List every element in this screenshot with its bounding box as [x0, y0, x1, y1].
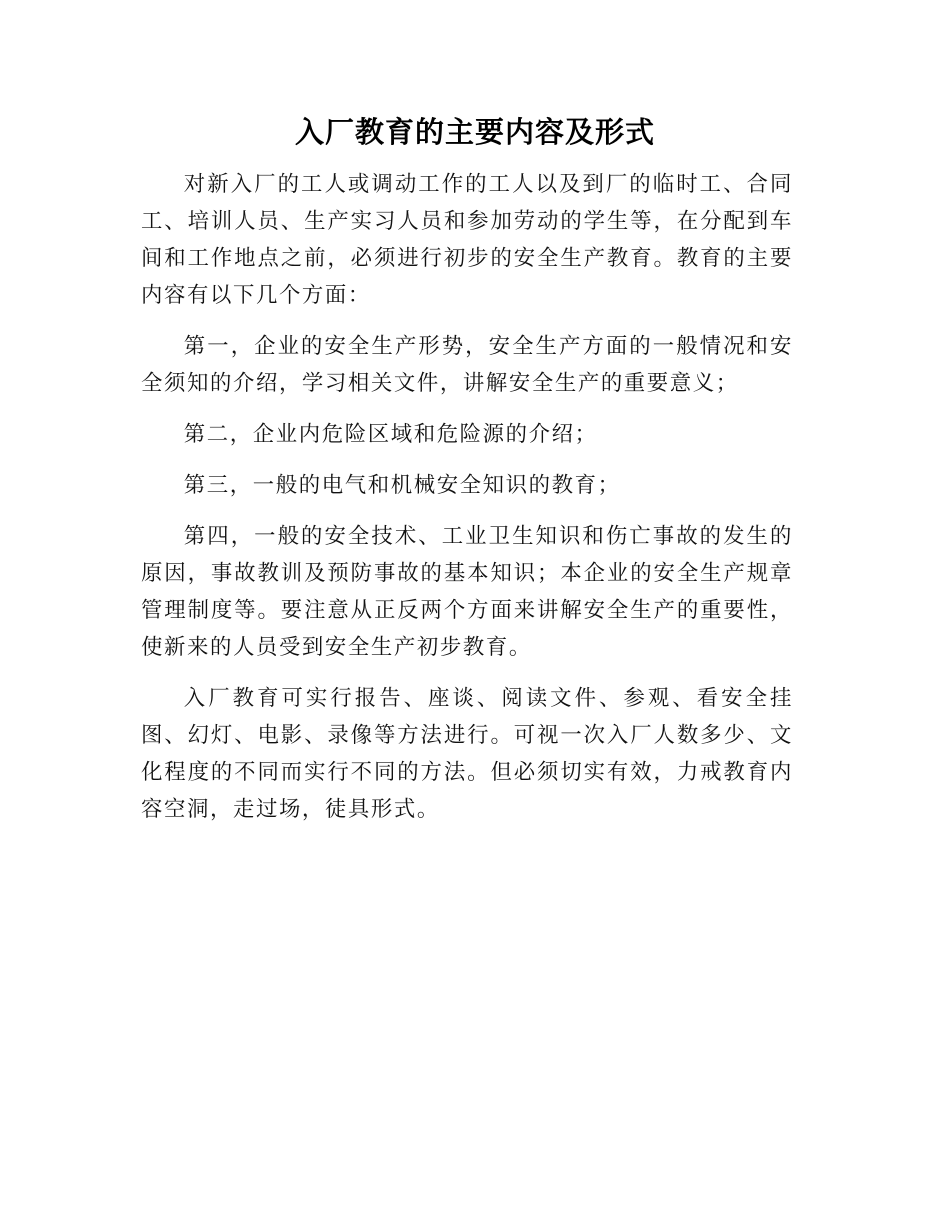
paragraph-item-1: 第一，企业的安全生产形势，安全生产方面的一般情况和安全须知的介绍，学习相关文件，讲解安全生产的重要意义；: [141, 334, 793, 396]
document-title: 入厂教育的主要内容及形式: [294, 115, 655, 149]
paragraph-methods: 入厂教育可实行报告、座谈、阅读文件、参观、看安全挂图、幻灯、电影、录像等方法进行。可视一次入厂人数多少、文化程度的不同而实行不同的方法。但必须切实有效，力戒教育内容空洞，走过场，徒具形式。: [141, 686, 793, 822]
paragraph-item-3: 第三，一般的电气和机械安全知识的教育；: [183, 473, 621, 498]
paragraph-item-4: 第四，一般的安全技术、工业卫生知识和伤亡事故的发生的原因，事故教训及预防事故的基本知识；本企业的安全生产规章管理制度等。要注意从正反两个方面来讲解安全生产的重要性，使新来的人员受到安全生产初步教育。: [141, 524, 793, 660]
document-body: [141, 166, 793, 842]
paragraph-item-2: 第二，企业内危险区域和危险源的介绍；: [183, 422, 598, 447]
paragraph-intro: 对新入厂的工人或调动工作的工人以及到厂的临时工、合同工、培训人员、生产实习人员和参加劳动的学生等，在分配到车间和工作地点之前，必须进行初步的安全生产教育。教育的主要内容有以下几个方面：: [141, 172, 793, 308]
